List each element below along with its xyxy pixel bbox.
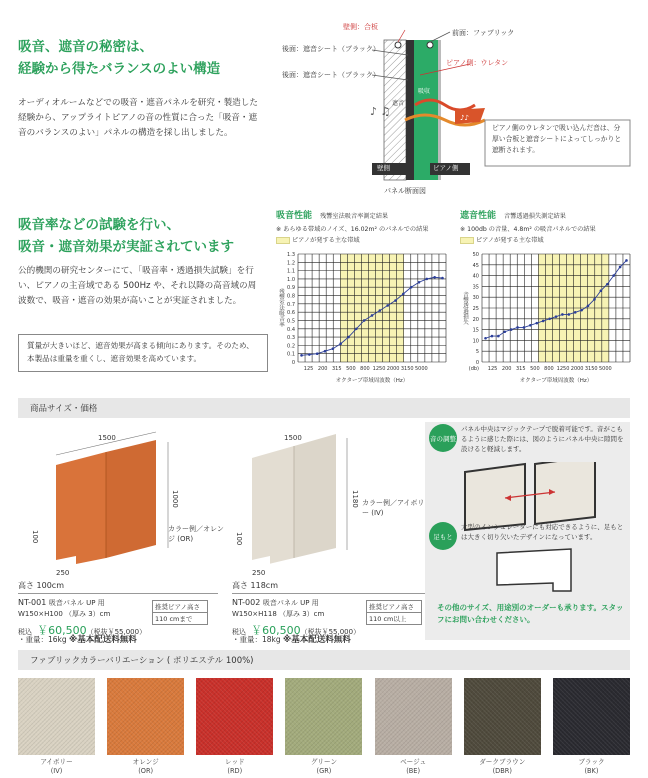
label-absorb: 吸収	[418, 88, 431, 95]
chart-point	[587, 305, 590, 308]
chart-ytick-label: 0.1	[287, 351, 295, 358]
chart2-note: ※ 100db の音量、4.8m² の吸音パネルでの結果	[460, 226, 596, 233]
chart-xtick-label: 315	[515, 366, 526, 372]
product2-recommend-box	[366, 600, 422, 625]
foot-badge: 足もと	[429, 522, 457, 550]
chart-ytick-label: 0	[475, 360, 479, 366]
fabric-swatch	[18, 678, 95, 755]
chart-ytick-label: 20	[472, 316, 479, 323]
chart-ytick-label: 1.1	[287, 268, 295, 275]
chart-ylabel: 音響透過損失	[462, 291, 468, 325]
swatch-name: アイボリー	[40, 758, 73, 766]
color-swatch-item[interactable]	[464, 678, 541, 773]
color-swatch-item[interactable]	[196, 678, 273, 773]
product1-weight: ・重量：16kg	[18, 635, 67, 644]
product1-foot-dim: 250	[56, 569, 70, 577]
section1-body: オーディオルームなどでの吸音・遮音パネルを研究・製造した経験から、アップライトピアノの音の性質に合った「吸音・遮音のバランスのよい」パネルの構造を採し出しました。	[18, 98, 258, 139]
chart-point	[491, 335, 494, 338]
tune-badge: 音の調整	[429, 424, 457, 452]
label-front-fabric: 前面：ファブリック	[452, 29, 515, 37]
chart-point	[510, 328, 513, 331]
chart-ytick-label: 1.2	[287, 260, 295, 267]
insulation-chart	[460, 208, 640, 388]
chart-ytick-label: 10	[472, 338, 479, 345]
chart-xtick-label: 200	[501, 366, 512, 372]
label-block: 遮音	[392, 100, 405, 107]
chart-point	[497, 335, 500, 338]
swatch-name: ベージュ	[400, 758, 427, 766]
product1-price-excl: （税抜￥55,000）	[86, 628, 147, 636]
chart-ytick-label: 0.7	[287, 301, 295, 308]
chart-xtick-label: 1250	[372, 366, 386, 372]
product1-rec-title: 推奨ピアノ高さ	[153, 601, 207, 613]
chart-point	[503, 330, 506, 333]
chart-point	[561, 313, 564, 316]
chart-ytick-label: 5	[475, 349, 479, 356]
chart-point	[568, 313, 571, 316]
chart-point	[548, 318, 551, 321]
color-swatches	[18, 678, 630, 773]
chart2-subtitle: 音響透過損失測定結果	[504, 213, 566, 220]
product2-rec-value: 110 cm以上	[369, 615, 407, 623]
chart-point	[324, 350, 327, 353]
product2-height-dim: 1180	[351, 490, 360, 508]
swatch-name: グリーン	[310, 758, 338, 766]
svg-text:♪ ♫: ♪ ♫	[370, 105, 391, 118]
product1-size: W150×H100 （厚み 3）cm	[18, 610, 111, 618]
product1-recommend-box	[152, 600, 208, 625]
chart-xtick-label: 800	[544, 366, 554, 372]
chart-ytick-label: 0.3	[287, 335, 295, 342]
foot-text: 大型のインシュレーターにも対応できるように、足もとは大きく切り欠いたデザインになっています。	[461, 523, 624, 542]
product-nt001[interactable]	[18, 430, 224, 645]
chart-point	[433, 276, 436, 279]
chart2-svg	[460, 248, 640, 388]
product2-price-excl: （税抜￥55,000）	[300, 628, 361, 636]
chart-xtick-label: 3150	[400, 366, 414, 372]
chart1-svg	[276, 248, 456, 388]
product2-price: ￥60,500	[251, 624, 301, 637]
chart1-subtitle: 残響室法吸音率測定結果	[320, 213, 389, 220]
product-size-title: 商品サイズ・価格	[30, 404, 98, 414]
label-piano-side: ピアノ側	[433, 164, 459, 172]
chart-ytick-label: 30	[472, 295, 479, 302]
chart-xtick-label: 800	[360, 366, 370, 372]
chart1-note: ※ あらゆる帯域のノイズ、16.02m² のパネルでの結果	[276, 226, 429, 233]
chart-point	[386, 304, 389, 307]
chart-xtick-label: 2000	[386, 366, 400, 372]
product2-price-prefix: 税込	[232, 628, 246, 636]
fabric-swatch	[196, 678, 273, 755]
absorption-chart	[276, 208, 456, 388]
section2-body: 公的機関の研究センターにて、「吸音率・透過損失試験」を行い、ピアノの主音域である 500Hz や、それ以降の高音域の周波数で、吸音・遮音の効果が高いことが実証されました。	[18, 266, 257, 307]
chart1-title: 吸音性能	[276, 211, 313, 221]
chart-xtick-label: 5000	[598, 366, 612, 372]
product1-side-dim: 100	[31, 530, 40, 544]
label-piano-urethane: ピアノ側：ウレタン	[446, 59, 509, 67]
chart-point	[600, 289, 603, 292]
section1-heading-line1: 吸音、遮音の秘密は、	[18, 39, 153, 55]
product1-price: ￥60,500	[37, 624, 87, 637]
section2-heading-line2: 吸音・遮音効果が実証されています	[18, 239, 234, 256]
chart-point	[441, 277, 444, 280]
chart-point	[612, 274, 615, 277]
color-swatch-item[interactable]	[18, 678, 95, 773]
chart-ytick-label: 45	[472, 262, 479, 269]
chart1-legend: ピアノが発する主な帯域	[292, 237, 360, 244]
product1-height-dim: 1000	[171, 490, 180, 508]
chart-highlight-band	[340, 254, 403, 362]
diagram-callout: ピアノ側のウレタンで吸い込んだ音は、分厚い合板と遮音シートによってしっかりと遮断されます。	[492, 124, 622, 154]
chart-point	[484, 337, 487, 340]
chart-point	[625, 259, 628, 262]
section1-heading	[18, 36, 220, 81]
chart-xtick-label: 200	[317, 366, 328, 372]
chart-point	[426, 278, 429, 281]
chart-point	[516, 326, 519, 329]
product2-size: W150×H118 （厚み 3）cm	[232, 610, 325, 618]
chart-ytick-label: 0.9	[287, 285, 295, 292]
sound-sheet-layer	[406, 40, 414, 180]
chart-point	[593, 298, 596, 301]
swatch-code: (DBR)	[492, 766, 512, 775]
color-swatch-item[interactable]	[375, 678, 452, 773]
product1-code: NT-001	[18, 598, 47, 607]
product1-rec-value: 110 cmまで	[155, 615, 193, 623]
chart-xtick-label: 5000	[414, 366, 428, 372]
info-panel	[425, 422, 630, 640]
product2-foot-dim: 250	[252, 569, 266, 577]
chart-xtick-label: 2000	[570, 366, 584, 372]
fabric-swatch	[464, 678, 541, 755]
fabric-swatch	[375, 678, 452, 755]
chart-point	[580, 309, 583, 312]
svg-text:♪♪: ♪♪	[460, 114, 469, 122]
section1-heading-line2: 経験から得たバランスのよい構造	[18, 61, 221, 78]
chart2-title: 遮音性能	[460, 211, 497, 221]
chart-xtick-label: 125	[487, 366, 498, 372]
swatch-name: レッド	[224, 758, 245, 766]
section2-heading	[18, 214, 234, 259]
chart-xlabel: オクターブ帯域周波数（Hz）	[335, 378, 409, 384]
product-size-bar	[18, 398, 630, 418]
chart-point	[535, 322, 538, 325]
chart-point	[347, 336, 350, 339]
chart-point	[402, 293, 405, 296]
panel-cross-section-diagram	[280, 20, 640, 205]
chart-xtick-label: 125	[303, 366, 314, 372]
chart-point	[379, 309, 382, 312]
swatch-name: ブラック	[578, 758, 605, 766]
urethane-layer	[414, 40, 438, 180]
product1-image	[18, 430, 218, 580]
chart-ytick-label: 15	[472, 327, 479, 334]
product1-height-caption: 高さ 100cm	[18, 581, 65, 590]
color-swatch-item[interactable]	[285, 678, 362, 773]
product1-price-prefix: 税込	[18, 628, 32, 636]
chart-ytick-label: 1.0	[287, 276, 295, 283]
chart-xtick-label: 500	[530, 366, 540, 372]
product1-name: 吸音パネル UP 用	[48, 599, 105, 607]
chart-ytick-label: 0.2	[287, 343, 295, 350]
product2-shipping: ※基本配送料無料	[283, 635, 351, 645]
chart-point	[355, 327, 358, 330]
chart-point	[308, 353, 311, 356]
swatch-name: ダークブラウン	[479, 758, 526, 766]
product2-rec-title: 推奨ピアノ高さ	[367, 601, 421, 613]
order-text: その他のサイズ、用途別のオーダーも承ります。スタッフにお問い合わせください。	[437, 603, 624, 624]
product1-shipping: ※基本配送料無料	[69, 635, 137, 645]
chart-ytick-label: 40	[472, 273, 479, 280]
chart-point	[418, 281, 421, 284]
swatch-code: (IV)	[50, 766, 63, 775]
swatch-code: (OR)	[138, 766, 154, 775]
color-swatch-item[interactable]	[553, 678, 630, 773]
chart-point	[619, 266, 622, 269]
section2-heading-line1: 吸音率などの試験を行い、	[18, 217, 180, 233]
product2-height-caption: 高さ 118cm	[232, 581, 279, 590]
product1-color-label: カラー例／オレンジ (OR)	[168, 525, 224, 544]
chart-point	[394, 299, 397, 302]
fabric-swatch	[553, 678, 630, 755]
chart-point	[523, 326, 526, 329]
chart-ytick-label: 50	[472, 252, 479, 258]
chart-ytick-label: 0	[291, 360, 295, 366]
chart-point	[574, 311, 577, 314]
product2-side-dim: 100	[235, 532, 244, 546]
chart-xtick-label: 500	[346, 366, 356, 372]
chart-ytick-label: 0.5	[287, 318, 295, 325]
chart-point	[339, 342, 342, 345]
chart-point	[300, 354, 303, 357]
chart-xtick-label: 3150	[584, 366, 598, 372]
label-back-sheet-2: 後面：遮音シート（ブラック）	[282, 71, 380, 79]
product1-width-dim: 1500	[98, 434, 116, 442]
chart-ytick-label: 0.8	[287, 293, 295, 300]
product2-color-label: カラー例／アイボリー (IV)	[362, 499, 425, 518]
fabric-swatch	[285, 678, 362, 755]
diagram-caption: パネル断面図	[384, 187, 426, 195]
chart-xtick-label: 1250	[556, 366, 570, 372]
product-nt002[interactable]	[232, 430, 432, 645]
chart-point	[555, 315, 558, 318]
label-wall-plywood: 壁側：合板	[343, 23, 378, 31]
product2-name: 吸音パネル UP 用	[262, 599, 319, 607]
fabric-color-title: ファブリックカラーバリエーション ( ポリエステル 100%)	[30, 656, 254, 666]
chart-ytick-label: 25	[472, 306, 479, 312]
color-swatch-item[interactable]	[107, 678, 184, 773]
chart-ytick-label: 1.3	[287, 252, 295, 258]
section2-note: 質量が大きいほど、遮音効果が高まる傾向にあります。そのため、本製品は重量を重くし、遮音効果を高めています。	[18, 334, 268, 372]
chart-point	[332, 347, 335, 350]
chart1-legend-swatch	[276, 237, 290, 244]
product2-width-dim: 1500	[284, 434, 302, 442]
swatch-name: オレンジ	[132, 758, 159, 766]
chart2-legend: ピアノが発する主な帯域	[476, 237, 544, 244]
chart-y-unit: (db)	[468, 366, 479, 372]
label-back-sheet-1: 後面：遮音シート（ブラック）	[282, 45, 380, 53]
tune-text: パネル中央はマジックテープで脱着可能です。音がこもるように感じた際には、図のようにパネル中央に隙間を設けると軽減します。	[461, 425, 624, 454]
product2-weight: ・重量：18kg	[232, 635, 281, 644]
chart-point	[606, 283, 609, 286]
chart-xlabel: オクターブ帯域周波数（Hz）	[519, 378, 593, 384]
chart-ylabel: 残響室法吸音率	[278, 288, 284, 328]
chart-xtick-label: 315	[331, 366, 342, 372]
swatch-code: (BE)	[406, 766, 421, 775]
chart-ytick-label: 0.6	[287, 310, 295, 317]
swatch-code: (RD)	[227, 766, 243, 775]
chart-point	[410, 286, 413, 289]
chart-point	[371, 314, 374, 317]
foot-illustration	[495, 547, 575, 597]
fabric-color-bar	[18, 650, 630, 670]
chart-point	[529, 324, 532, 327]
chart-ytick-label: 35	[472, 284, 479, 291]
chart-point	[542, 320, 545, 323]
chart2-legend-swatch	[460, 237, 474, 244]
product2-code: NT-002	[232, 598, 261, 607]
fabric-swatch	[107, 678, 184, 755]
fabric-layer	[438, 40, 441, 180]
chart-point	[363, 319, 366, 322]
label-wall-side: 壁側	[377, 164, 390, 172]
swatch-code: (GR)	[316, 766, 332, 775]
chart-ytick-label: 0.4	[287, 326, 295, 333]
chart-point	[316, 352, 319, 355]
swatch-code: (BK)	[584, 766, 599, 775]
